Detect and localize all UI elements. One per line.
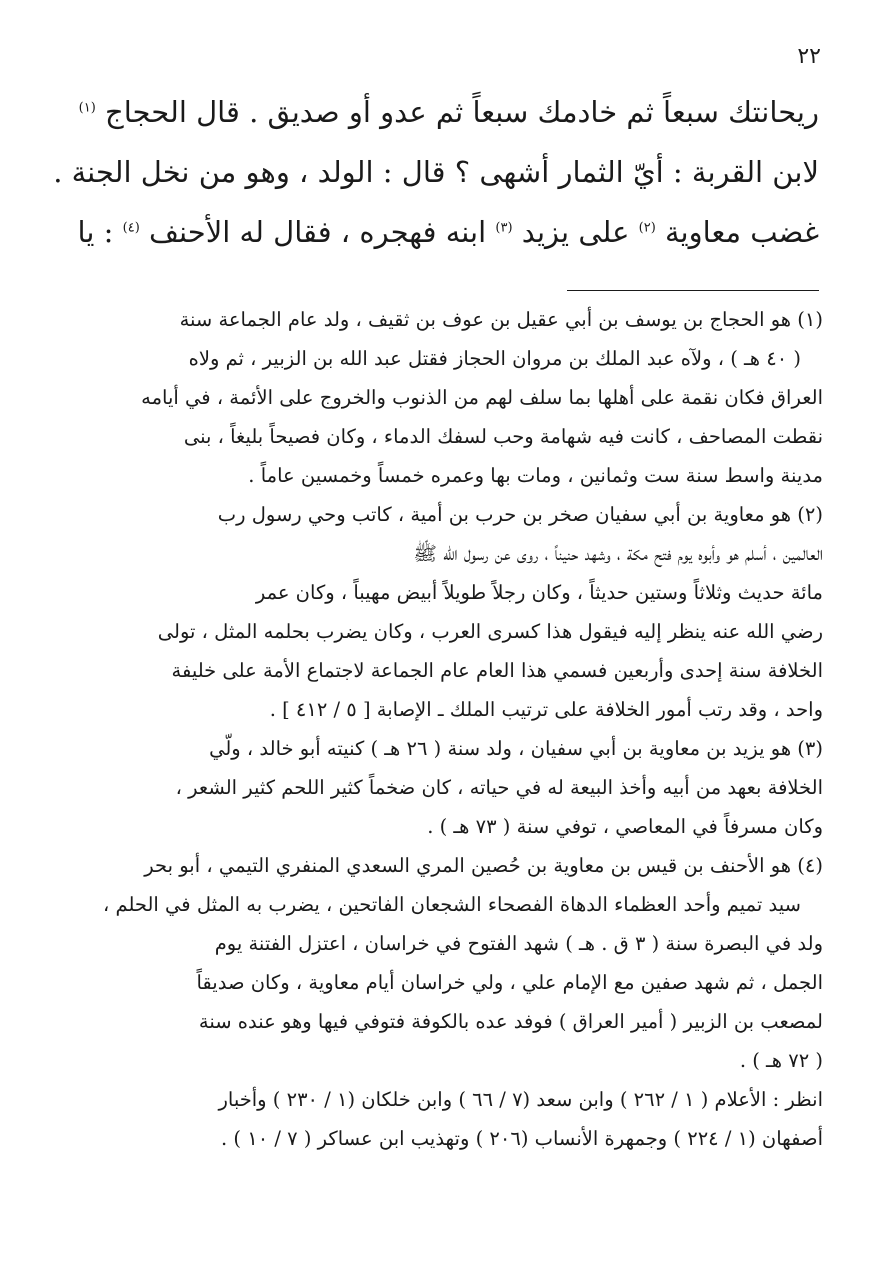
footnote-line: الخلافة بعهد من أبيه وأخذ البيعة له في حياته ، كان ضخماً كثير اللحم كثير الشعر ،	[175, 776, 823, 799]
footnote-line: ( ٤٠ هـ ) ، ولآه عبد الملك بن مروان الحجاز فقتل عبد الله بن الزبير ، ثم ولاه	[188, 347, 801, 370]
footnote-line: وكان مسرفاً في المعاصي ، توفي سنة ( ٧٣ هـ ) .	[427, 815, 823, 838]
footnote-line: (٢) هو معاوية بن أبي سفيان صخر بن حرب بن أمية ، كاتب وحي رسول رب	[217, 503, 823, 526]
footnote-ref-3[interactable]: (٣)	[495, 220, 513, 236]
footnote-line: (١) هو الحجاج بن يوسف بن أبي عقيل بن عوف بن ثقيف ، ولد عام الجماعة سنة	[179, 308, 823, 331]
main-text-line-1-text: ريحانتك سبعاً ثم خادمك سبعاً ثم عدو أو صديق . قال الحجاج	[104, 95, 819, 129]
footnote-divider	[567, 290, 819, 291]
footnote-1	[78, 300, 823, 495]
footnote-sources	[78, 1080, 823, 1158]
footnotes	[78, 300, 823, 1158]
footnote-ref-1[interactable]: (١)	[78, 100, 96, 116]
footnote-ref-2[interactable]: (٢)	[638, 220, 656, 236]
main-text-line-3-part-4: : يا	[77, 215, 114, 249]
main-text-line-3-part-3: ابنه فهجره ، فقال له الأحنف	[149, 215, 487, 249]
page-number: ٢٢	[797, 44, 821, 69]
footnote-ref-4[interactable]: (٤)	[122, 220, 140, 236]
footnote-line: (٣) هو يزيد بن معاوية بن أبي سفيان ، ولد سنة ( ٢٦ هـ ) كنيته أبو خالد ، ولّي	[209, 737, 823, 760]
footnote-line: الخلافة سنة إحدى وأربعين فسمي هذا العام عام الجماعة لاجتماع الأمة على خليفة	[171, 659, 823, 682]
main-text-line-1	[79, 82, 819, 142]
footnote-line: الجمل ، ثم شهد صفين مع الإمام علي ، ولي خراسان أيام معاوية ، وكان صديقاً	[196, 971, 823, 994]
main-text-line-2: لابن القربة : أيّ الثمار أشهى ؟ قال : الولد ، وهو من نخل الجنة .	[53, 155, 819, 189]
footnote-2	[78, 495, 823, 729]
main-text-line-3-part-1: غضب معاوية	[665, 215, 819, 249]
footnote-line: نقطت المصاحف ، كانت فيه شهامة وحب لسفك الدماء ، وكان فصيحاً بليغاً ، بنى	[183, 425, 823, 448]
footnote-line: العراق فكان نقمة على أهلها بما سلف لهم من الذنوب والخروج على الأئمة ، في أيامه	[141, 386, 823, 409]
footnote-line: مدينة واسط سنة ست وثمانين ، ومات بها وعمره خمساً وخمسين عاماً .	[248, 464, 823, 487]
main-text-line-3	[79, 202, 819, 262]
footnote-line: واحد ، وقد رتب أمور الخلافة على ترتيب الملك ـ الإصابة [ ٥ / ٤١٢ ] .	[269, 698, 823, 721]
footnote-line: ( ٧٢ هـ ) .	[739, 1049, 823, 1072]
footnote-line: انظر : الأعلام ( ١ / ٢٦٢ ) وابن سعد (٧ / ٦٦ ) وابن خلكان (١ / ٢٣٠ ) وأخبار	[218, 1088, 823, 1111]
footnote-line: (٤) هو الأحنف بن قيس بن معاوية بن حُصين المري السعدي المنفري التيمي ، أبو بحر	[144, 854, 823, 877]
footnote-line: رضي الله عنه ينظر إليه فيقول هذا كسرى العرب ، وكان يضرب بحلمه المثل ، تولى	[157, 620, 823, 643]
footnote-line: ولد في البصرة سنة ( ٣ ق . هـ ) شهد الفتوح في خراسان ، اعتزل الفتنة يوم	[214, 932, 823, 955]
footnote-4	[78, 846, 823, 1080]
footnote-line: أصفهان (١ / ٢٢٤ ) وجمهرة الأنساب (٢٠٦ ) وتهذيب ابن عساكر ( ٧ / ١٠ ) .	[221, 1127, 823, 1150]
footnote-line: لمصعب بن الزبير ( أمير العراق ) فوفد عده بالكوفة فتوفي فيها وهو عنده سنة	[198, 1010, 823, 1033]
footnote-3	[78, 729, 823, 846]
footnote-line: سيد تميم وأحد العظماء الدهاة الفصحاء الشجعان الفاتحين ، يضرب به المثل في الحلم ،	[102, 893, 801, 916]
main-text	[53, 82, 819, 262]
footnote-line: العالمين ، أسلم هو وأبوه يوم فتح مكة ، وشهد حنيناً ، روى عن رسول الله ﷺ	[413, 542, 823, 565]
main-text-line-3-part-2: على يزيد	[521, 215, 630, 249]
footnote-line: مائة حديث وثلاثاً وستين حديثاً ، وكان رجلاً طويلاً أبيض مهيباً ، وكان عمر	[255, 581, 823, 604]
